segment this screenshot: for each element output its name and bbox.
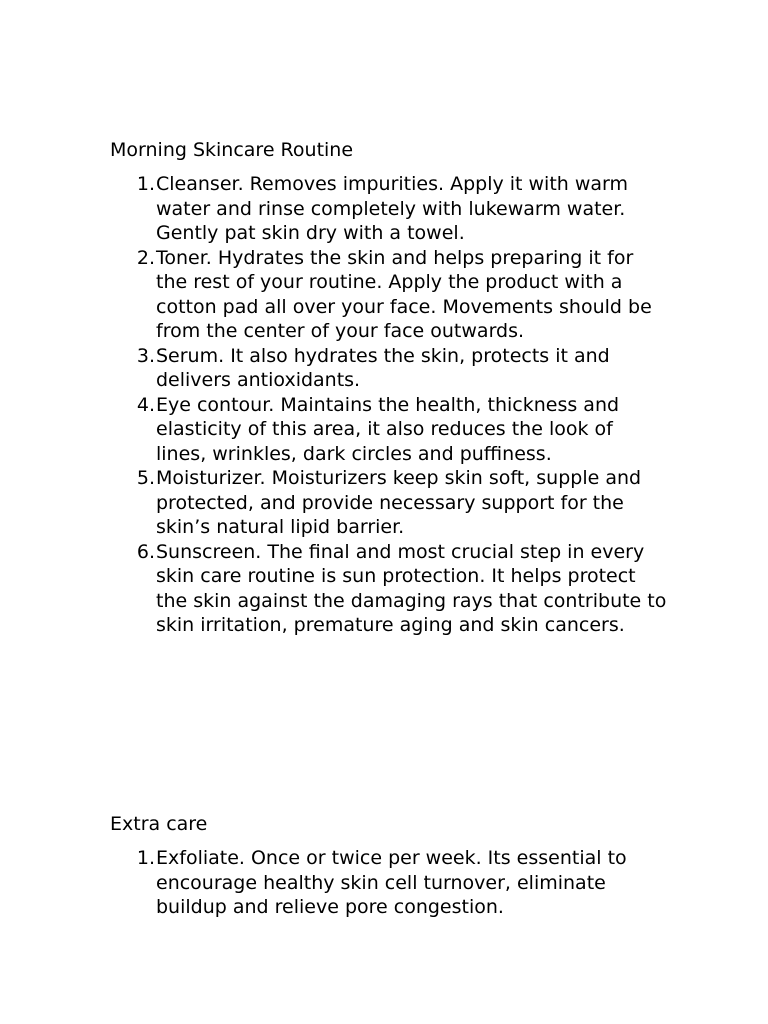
list-item-number: 5. bbox=[136, 467, 155, 489]
list-item-text: Sunscreen. The final and most crucial step in every skin care routine is sun protection. It helps protect the skin against the damaging rays that contribute to skin irritation, premature aging and skin cancers. bbox=[156, 540, 667, 636]
list-item-number: 4. bbox=[136, 393, 155, 416]
list-item-number: 2. bbox=[136, 246, 155, 269]
list-item-number: 3. bbox=[136, 344, 155, 367]
list-item-text: Toner. Hydrates the skin and helps preparing it for the rest of your routine. Apply the product with a cotton pad all over your face. Movements should be from the center of your face outwards. bbox=[156, 246, 652, 342]
list-item bbox=[128, 172, 668, 246]
morning-routine-list bbox=[128, 172, 668, 638]
list-item bbox=[128, 246, 668, 344]
extra-care-list bbox=[128, 846, 668, 920]
list-item bbox=[128, 540, 668, 638]
list-item-text: Cleanser. Removes impurities. Apply it with warm water and rinse completely with lukewarm water. Gently pat skin dry with a towel. bbox=[156, 173, 629, 244]
list-item bbox=[128, 344, 668, 393]
list-item-text: Serum. It also hydrates the skin, protects it and delivers antioxidants. bbox=[156, 344, 610, 391]
list-item-text: Moisturizer. Moisturizers keep skin soft, supple and protected, and provide necessary support for the skin’s natural lipid barrier. bbox=[156, 467, 642, 538]
list-item bbox=[128, 466, 668, 540]
section-heading-extra-care: Extra care bbox=[110, 813, 208, 835]
section-heading-morning-routine: Morning Skincare Routine bbox=[110, 139, 354, 161]
list-item bbox=[128, 393, 668, 467]
list-item-number: 6. bbox=[136, 540, 155, 563]
list-item-number: 1. bbox=[136, 847, 155, 869]
list-item-text: Exfoliate. Once or twice per week. Its essential to encourage healthy skin cell turnover, eliminate buildup and relieve pore congestion. bbox=[156, 847, 627, 918]
list-item bbox=[128, 846, 668, 920]
list-item-text: Eye contour. Maintains the health, thickness and elasticity of this area, it also reduces the look of lines, wrinkles, dark circles and puffiness. bbox=[156, 393, 620, 465]
list-item-number: 1. bbox=[136, 173, 155, 195]
